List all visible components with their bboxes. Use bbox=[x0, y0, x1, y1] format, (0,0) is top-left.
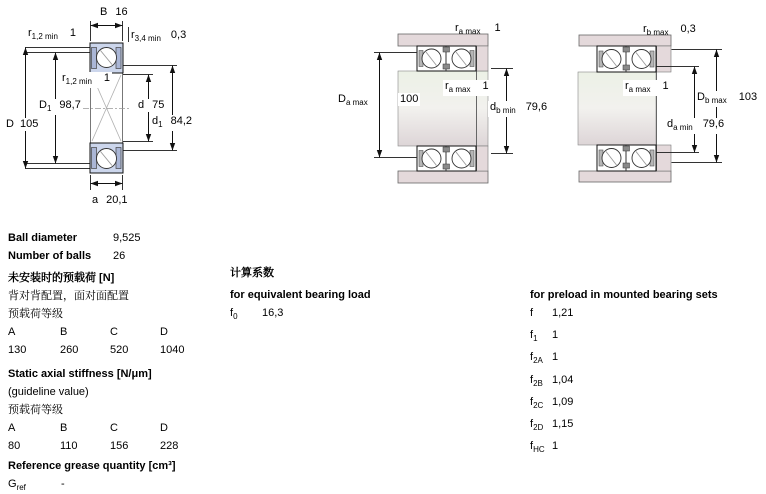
factor-row bbox=[530, 393, 750, 415]
factor-value: 1 bbox=[552, 329, 559, 342]
dim-label-a: a 20,1 bbox=[92, 194, 128, 206]
preload-arrangement-subtitle: 背对背配置，面对面配置 bbox=[8, 290, 129, 302]
dim-label-rb-max-top: $r_{b max}$ 0,3 bbox=[643, 23, 696, 38]
bearing-pair-bottom bbox=[597, 145, 656, 171]
preload-class-headers: A B C D bbox=[8, 326, 168, 338]
stiffness-title: Static axial stiffness [N/μm] bbox=[8, 368, 152, 380]
factor-symbol: $f_{2A}$ bbox=[530, 351, 543, 366]
factor-value: 1,09 bbox=[552, 395, 574, 408]
dim-label-d1-inner: $d_1$ 84,2 bbox=[152, 115, 192, 130]
factor-value: 1,04 bbox=[552, 373, 574, 386]
factor-row bbox=[530, 348, 750, 370]
factor-value: 1 bbox=[552, 440, 559, 453]
bearing-pair-bottom bbox=[417, 146, 476, 171]
dim-label-db-min-shaft: $d_{b min}$ 79,6 bbox=[490, 101, 548, 116]
preload-factors-title: for preload in mounted bearing sets bbox=[530, 289, 718, 301]
factor-value: 1 bbox=[552, 351, 559, 364]
number-of-balls-label: Number of balls bbox=[8, 250, 92, 262]
calc-factors-title: 计算系数 bbox=[230, 267, 274, 279]
f0-symbol: $f_0$ bbox=[230, 307, 238, 322]
preload-class-label: 预载荷等级 bbox=[8, 308, 63, 320]
factor-row bbox=[530, 437, 750, 459]
dim-label-db-max-housing: $D_{b max}$ 103 bbox=[697, 91, 758, 106]
stiffness-class-headers: A B C D bbox=[8, 422, 168, 434]
dim-label-da-min-shaft: $d_{a min}$ 79,6 bbox=[667, 118, 725, 133]
number-of-balls-row bbox=[8, 247, 223, 265]
calculation-factors-table bbox=[230, 264, 430, 326]
dim-label-width-b: B 16 bbox=[100, 6, 128, 18]
dim-value-da-max-housing: 100 bbox=[400, 93, 419, 105]
factor-value: 1,21 bbox=[552, 307, 574, 319]
f0-row bbox=[230, 304, 430, 326]
factor-row bbox=[530, 415, 750, 437]
dim-label-da-max-housing: $D_{a max}$ bbox=[338, 93, 368, 108]
factor-symbol: $f_{HC}$ bbox=[530, 440, 545, 455]
number-of-balls-value: 26 bbox=[113, 250, 126, 262]
f0-value: 16,3 bbox=[262, 307, 284, 319]
ball-diameter-label: Ball diameter bbox=[8, 232, 78, 244]
dim-label-ra-max-mid-right: $r_{a max}$ 1 bbox=[625, 80, 669, 95]
grease-row bbox=[8, 475, 223, 494]
dim-label-d1-outer: $D_1$ 98,7 bbox=[39, 99, 81, 114]
factor-symbol: $f_{2B}$ bbox=[530, 373, 543, 388]
specs-table bbox=[8, 229, 223, 494]
factor-row bbox=[530, 304, 750, 326]
dim-label-r12-min-mid: $r_{1,2 min}$ 1 bbox=[62, 72, 111, 87]
grease-symbol: $G_{ref}$ bbox=[8, 478, 26, 493]
mounted-pair-diagram-right bbox=[578, 35, 722, 182]
bearing-pair-top bbox=[417, 46, 476, 71]
dim-label-ra-max-top-left: $r_{a max}$ 1 bbox=[455, 22, 501, 37]
grease-value: - bbox=[61, 478, 65, 490]
factor-row bbox=[530, 326, 750, 348]
factor-symbol: $f_{2C}$ bbox=[530, 395, 544, 410]
factor-row bbox=[530, 371, 750, 393]
preload-factors-table bbox=[530, 286, 750, 459]
equivalent-load-title: for equivalent bearing load bbox=[230, 289, 371, 301]
ball-diameter-row bbox=[8, 229, 223, 247]
bearing-pair-top bbox=[597, 46, 656, 72]
dim-label-ra-max-mid-left: $r_{a max}$ 1 bbox=[445, 80, 489, 95]
dim-label-outer-diameter: D 105 bbox=[6, 118, 39, 130]
bearing-bottom-section bbox=[90, 143, 123, 173]
grease-title: Reference grease quantity [cm³] bbox=[8, 460, 176, 472]
bearing-top-section bbox=[90, 43, 123, 73]
dim-label-r12-min-top: $r_{1,2 min}$ 1 bbox=[28, 27, 77, 42]
factor-value: 1,15 bbox=[552, 417, 574, 430]
factor-symbol: f bbox=[530, 307, 534, 319]
ball-diameter-value: 9,525 bbox=[113, 232, 141, 244]
preload-values: 130 260 520 1040 bbox=[8, 344, 185, 356]
dim-label-r34-min: $r_{3,4 min}$ 0,3 bbox=[131, 29, 187, 44]
stiffness-note: (guideline value) bbox=[8, 386, 89, 398]
factor-symbol: $f_{2D}$ bbox=[530, 417, 544, 433]
stiffness-class-label: 预载荷等级 bbox=[8, 404, 63, 416]
preload-unmounted-title: 未安装时的预载荷 [N] bbox=[8, 272, 115, 284]
dim-label-bore-d: d 75 bbox=[138, 99, 165, 111]
stiffness-values: 80 110 156 228 bbox=[8, 440, 179, 452]
factor-symbol: $f_1$ bbox=[530, 329, 538, 344]
